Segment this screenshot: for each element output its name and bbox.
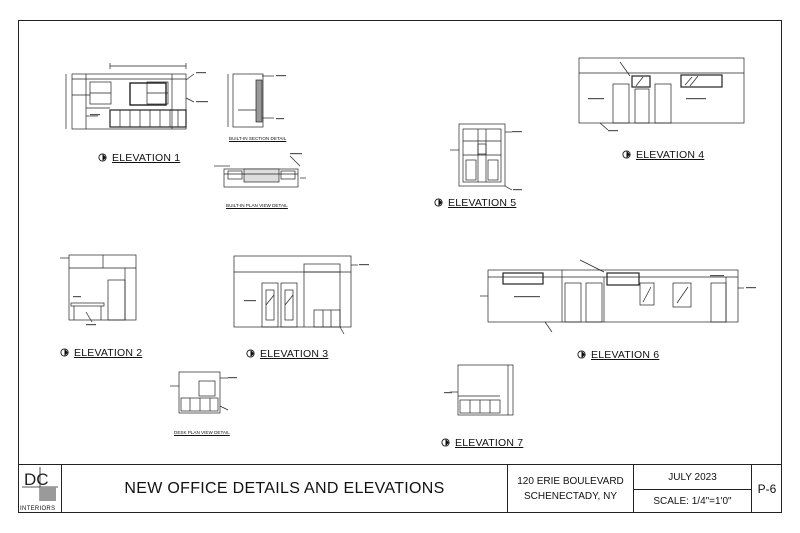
elevation-2-drawing — [60, 255, 136, 322]
elevation-5-drawing — [450, 124, 512, 190]
elevation-title: ELEVATION 3 — [260, 348, 329, 360]
sheet-number: P-6 — [757, 482, 777, 496]
drawing-title: NEW OFFICE DETAILS AND ELEVATIONS — [62, 465, 508, 513]
elevation-4-drawing — [579, 58, 744, 130]
drawing-date: JULY 2023 — [634, 465, 751, 490]
elevation-title: ELEVATION 7 — [455, 437, 524, 449]
elevation-3-label — [246, 348, 328, 360]
logo-text: INTERIORS — [20, 506, 56, 512]
elevation-7-label — [441, 437, 523, 449]
company-logo — [18, 465, 62, 513]
section-marker-icon — [622, 150, 631, 159]
desk-plan-view-detail-label: DESK PLAN VIEW DETAIL — [174, 430, 230, 435]
desk-plan-view-detail-drawing — [170, 372, 228, 413]
section-marker-icon — [434, 198, 443, 207]
project-address — [508, 465, 634, 513]
elevation-2-label — [60, 347, 142, 359]
elevation-1-drawing — [66, 63, 194, 129]
built-in-section-detail-drawing — [228, 74, 274, 127]
date-scale-block — [634, 465, 752, 513]
address-line-2: SCHENECTADY, NY — [524, 491, 617, 502]
elevation-title: ELEVATION 5 — [448, 197, 517, 209]
elevation-title: ELEVATION 2 — [74, 347, 143, 359]
logo-letters: DC — [24, 470, 49, 489]
section-marker-icon — [98, 153, 107, 162]
elevation-5-label — [434, 197, 516, 209]
elevation-title: ELEVATION 1 — [112, 152, 181, 164]
elevation-title: ELEVATION 4 — [636, 149, 705, 161]
section-marker-icon — [577, 350, 586, 359]
title-block — [18, 464, 782, 513]
elevation-7-drawing — [450, 365, 513, 415]
built-in-plan-view-detail-drawing — [214, 156, 306, 187]
elevation-title: ELEVATION 6 — [591, 349, 660, 361]
elevation-1-label — [98, 152, 180, 164]
built-in-plan-view-detail-label: BUILT-IN PLAN VIEW DETAIL — [226, 203, 288, 208]
section-marker-icon — [246, 349, 255, 358]
elevation-3-drawing — [234, 256, 358, 334]
section-marker-icon — [60, 348, 69, 357]
drawing-scale: SCALE: 1/4"=1'0" — [653, 495, 732, 507]
elevation-4-label — [622, 149, 704, 161]
section-marker-icon — [441, 438, 450, 447]
annotation-notes — [73, 72, 756, 393]
dc-logo-icon — [18, 465, 62, 505]
address-line-1: 120 ERIE BOULEVARD — [517, 476, 624, 487]
elevation-6-label — [577, 349, 659, 361]
built-in-section-detail-label: BUILT-IN SECTION DETAIL — [229, 136, 287, 141]
